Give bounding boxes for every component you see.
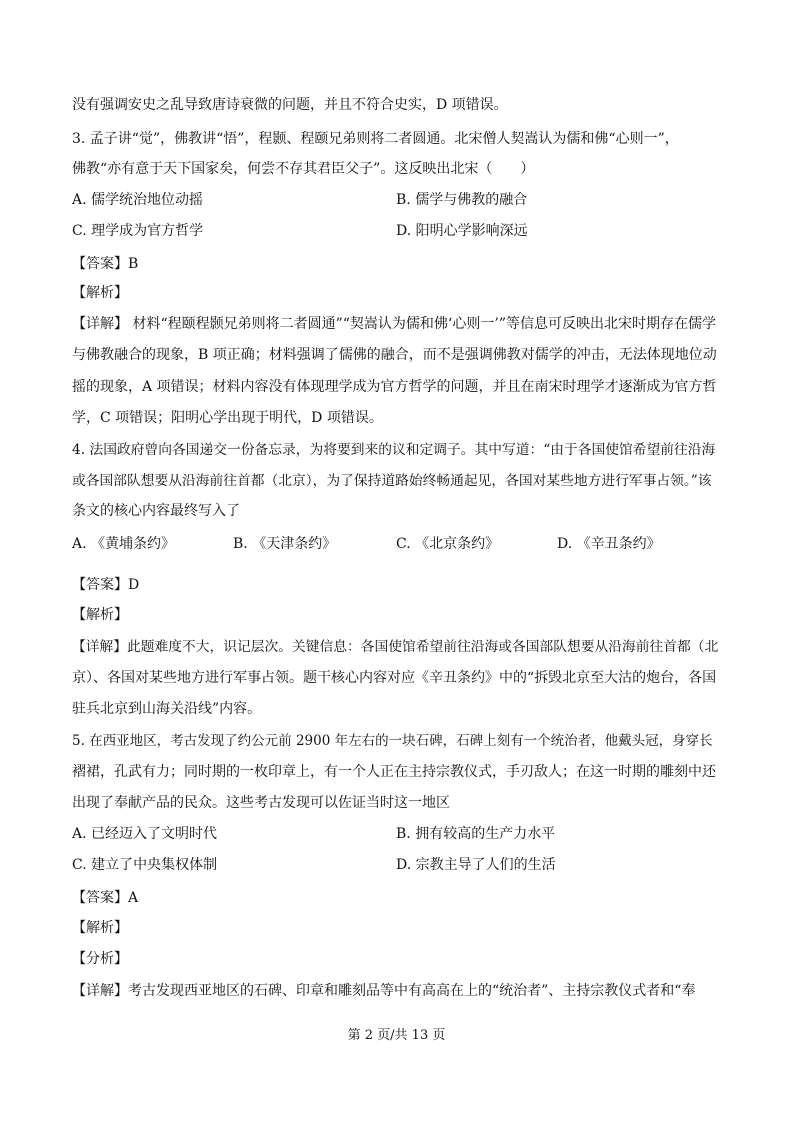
question-5-stem: 褶裙，孔武有力；同时期的一枚印章上，有一个人正在主持宗教仪式，手刃敌人；在这一时期的雕刻中还 — [72, 764, 716, 780]
question-4-option-d: D. 《辛丑条约》 — [557, 536, 661, 552]
question-4-option-c: C. 《北京条约》 — [396, 536, 500, 552]
question-3-answer: 【答案】B — [72, 256, 139, 272]
text-line: 没有强调安史之乱导致唐诗衰微的问题，并且不符合史实，D 项错误。 — [72, 97, 508, 113]
question-4-detail: 京）、各国对某些地方进行军事占领。题干核心内容对应《辛丑条约》中的“拆毁北京至大沽的炮台，各国 — [72, 670, 717, 686]
question-4-analysis-tag: 【解析】 — [72, 607, 128, 623]
question-4-option-b: B. 《天津条约》 — [233, 536, 337, 552]
question-4-detail: 【详解】此题难度不大，识记层次。关键信息：各国使馆希望前往沿海或各国部队想要从沿海前往首都（北 — [72, 639, 719, 655]
question-5-fenxi-tag: 【分析】 — [72, 951, 128, 967]
question-4-option-a: A. 《黄埔条约》 — [72, 536, 176, 552]
question-3-option-b: B. 儒学与佛教的融合 — [396, 192, 528, 208]
question-3-analysis-tag: 【解析】 — [72, 285, 128, 301]
question-4-detail: 驻兵北京到山海关沿线”内容。 — [72, 701, 262, 717]
question-4-stem: 4. 法国政府曾向各国递交一份备忘录，为将要到来的议和定调子。其中写道：“由于各国使馆希望前往沿海 — [72, 442, 716, 458]
question-5-stem: 出现了奉献产品的民众。这些考古发现可以佐证当时这一地区 — [72, 795, 450, 811]
question-3-detail: 【详解】 材料“程颐程颢兄弟则将二者圆通”“契嵩认为儒和佛‘心则一’”等信息可反映出北宋时期存在儒学 — [72, 316, 716, 332]
question-5-analysis-tag: 【解析】 — [72, 920, 128, 936]
question-5-stem: 5. 在西亚地区，考古发现了约公元前 2900 年左右的一块石碑，石碑上刻有一个统治者，他戴头冠，身穿长 — [72, 733, 713, 749]
question-3-detail: 学，C 项错误；阳明心学出现于明代，D 项错误。 — [72, 410, 383, 426]
question-5-option-c: C. 建立了中央集权体制 — [72, 857, 218, 873]
question-5-answer: 【答案】A — [72, 890, 139, 906]
question-5-option-b: B. 拥有较高的生产力水平 — [396, 826, 556, 842]
question-3-option-a: A. 儒学统治地位动摇 — [72, 192, 204, 208]
question-3-option-d: D. 阳明心学影响深远 — [396, 223, 528, 239]
question-5-option-d: D. 宗教主导了人们的生活 — [396, 857, 556, 873]
page-footer: 第 2 页/共 13 页 — [347, 1028, 446, 1043]
question-3-detail: 摇的现象，A 项错误；材料内容没有体现理学成为官方哲学的问题，并且在南宋时理学才逐渐成为官方哲 — [72, 379, 717, 395]
question-5-detail: 【详解】考古发现西亚地区的石碑、印章和雕刻品等中有高高在上的“统治者”、主持宗教仪式者和“奉 — [72, 983, 696, 999]
question-3-stem: 佛教“亦有意于天下国家矣，何尝不存其君臣父子”。这反映出北宋（ ） — [72, 161, 535, 177]
question-5-option-a: A. 已经迈入了文明时代 — [72, 826, 218, 842]
question-4-stem: 或各国部队想要从沿海前往首都（北京），为了保持道路始终畅通起见，各国对某些地方进行军事占领。”该 — [72, 473, 712, 489]
question-3-detail: 与佛教融合的现象，B 项正确；材料强调了儒佛的融合，而不是强调佛教对儒学的冲击，无法体现地位动 — [72, 347, 717, 363]
question-4-stem: 条文的核心内容最终写入了 — [72, 503, 240, 519]
question-3-option-c: C. 理学成为官方哲学 — [72, 223, 204, 239]
question-4-answer: 【答案】D — [72, 577, 140, 593]
question-3-stem: 3. 孟子讲“觉”，佛教讲“悟”，程颢、程颐兄弟则将二者圆通。北宋僧人契嵩认为儒和佛“心则一”， — [72, 131, 679, 147]
